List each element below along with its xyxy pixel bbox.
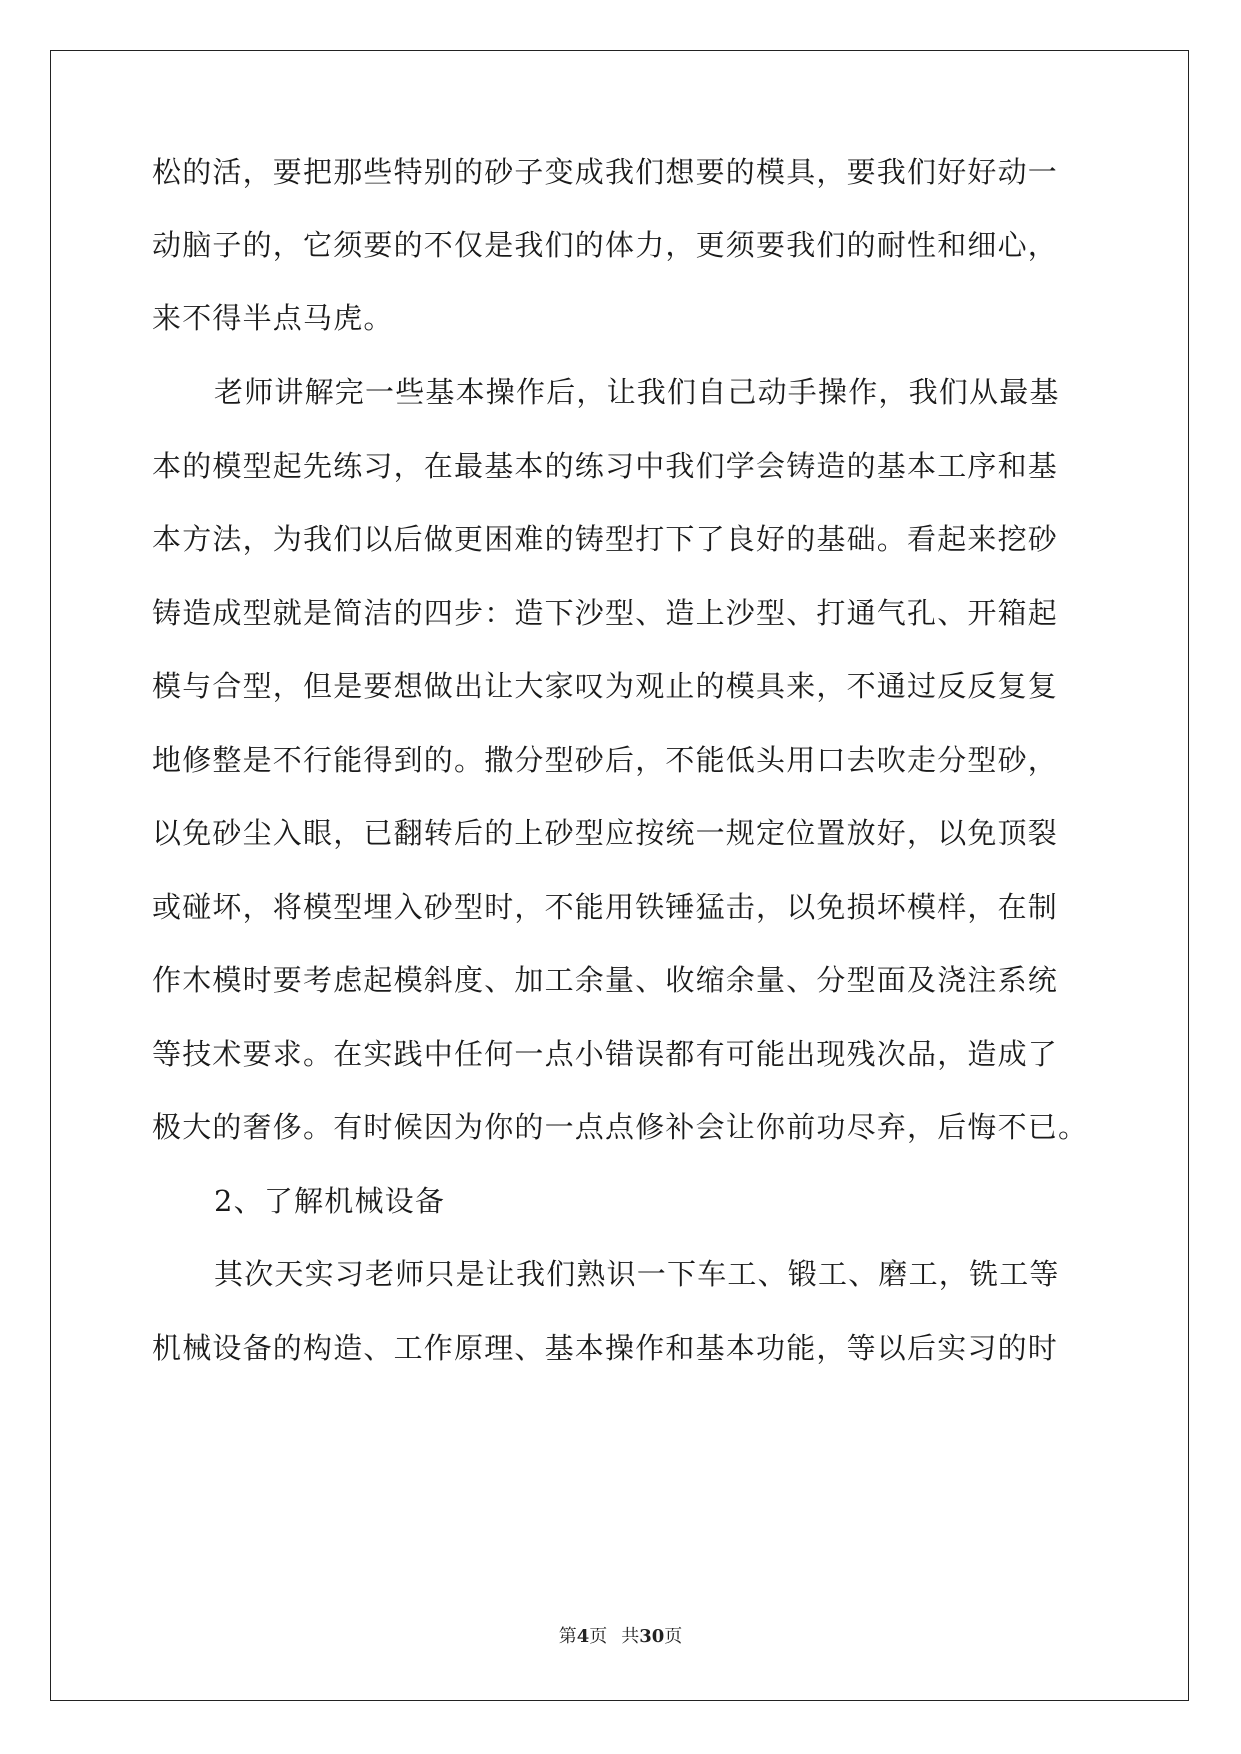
text-line: 动脑子的，它须要的不仅是我们的体力，更须要我们的耐性和细心， bbox=[152, 228, 1059, 262]
text-line: 本方法，为我们以后做更困难的铸型打下了良好的基础。看起来挖砂 bbox=[152, 522, 1059, 556]
paragraph-start-line: 其次天实习老师只是让我们熟识一下车工、锻工、磨工，铣工等 bbox=[214, 1257, 1060, 1291]
text-line: 等技术要求。在实践中任何一点小错误都有可能出现残次品，造成了 bbox=[152, 1037, 1059, 1071]
page-number: 4 bbox=[576, 1626, 590, 1647]
text-line: 铸造成型就是简洁的四步：造下沙型、造上沙型、打通气孔、开箱起 bbox=[152, 596, 1059, 630]
total-label-prefix: 共 bbox=[621, 1626, 640, 1647]
page-label-suffix: 页 bbox=[589, 1626, 608, 1647]
text-line: 机械设备的构造、工作原理、基本操作和基本功能，等以后实习的时 bbox=[152, 1331, 1059, 1365]
text-line: 模与合型，但是要想做出让大家叹为观止的模具来，不通过反反复复 bbox=[152, 669, 1059, 703]
text-line: 极大的奢侈。有时候因为你的一点点修补会让你前功尽弃，后悔不已。 bbox=[152, 1110, 1089, 1144]
page-label-prefix: 第 bbox=[558, 1626, 577, 1647]
text-line: 地修整是不行能得到的。撒分型砂后，不能低头用口去吹走分型砂， bbox=[152, 743, 1059, 777]
paragraph-start-line: 老师讲解完一些基本操作后，让我们自己动手操作，我们从最基 bbox=[214, 375, 1060, 409]
text-line: 松的活，要把那些特别的砂子变成我们想要的模具，要我们好好动一 bbox=[152, 155, 1059, 189]
text-line: 作木模时要考虑起模斜度、加工余量、收缩余量、分型面及浇注系统 bbox=[152, 963, 1059, 997]
page-footer bbox=[0, 1625, 1241, 1649]
text-line: 或碰坏，将模型埋入砂型时，不能用铁锤猛击，以免损坏模样，在制 bbox=[152, 890, 1059, 924]
total-label-suffix: 页 bbox=[664, 1626, 683, 1647]
text-line: 本的模型起先练习，在最基本的练习中我们学会铸造的基本工序和基 bbox=[152, 449, 1059, 483]
total-pages: 30 bbox=[639, 1626, 665, 1647]
section-heading: 2、了解机械设备 bbox=[214, 1184, 446, 1218]
text-line: 来不得半点马虎。 bbox=[152, 301, 394, 335]
text-line: 以免砂尘入眼，已翻转后的上砂型应按统一规定位置放好，以免顶裂 bbox=[152, 816, 1059, 850]
